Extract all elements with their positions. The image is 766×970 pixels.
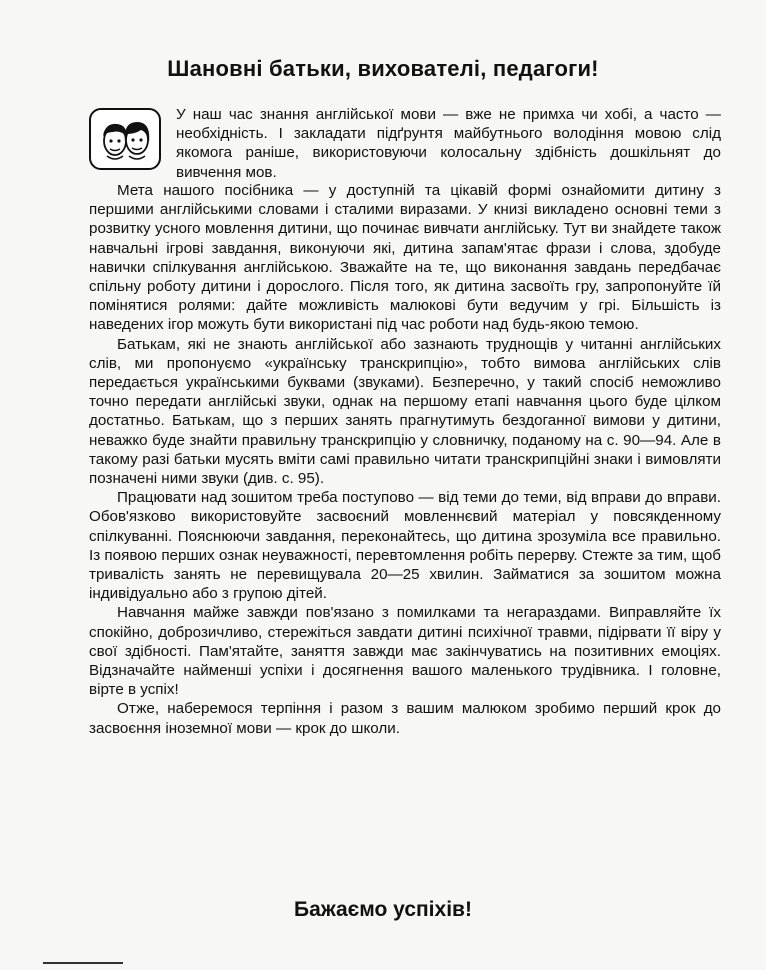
paragraph-method: Працювати над зошитом треба поступово — від теми до теми, від вправи до вправи. Обов'язково використовуйте засвоєний мовленнєвий матеріал у повсякденному спілкуванні. Пояснюючи завдання, переконайтесь, що дитина зрозуміла все правильно. Із появою перших ознак неуважності, перевтомлення робіть перерву. Стежте за тим, щоб тривалість занять не перевищувала 20—25 хвилин. Займатися за зошитом можна індивідуально або з групою дітей. [89, 489, 721, 603]
closing-wish: Бажаємо успіхів! [294, 898, 472, 921]
page-title: Шановні батьки, вихователі, педагоги! [167, 56, 599, 81]
two-faces-icon [89, 108, 161, 170]
intro-paragraph: У наш час знання англійської мови — вже не примха чи хобі, а часто — необхідність. І закладати підґрунтя майбутнього володіння мовою слід якомога раніше, використовуючи колосальну здібність дошкільнят до вивчення мов. [176, 106, 721, 181]
paragraph-conclusion: Отже, наберемося терпіння і разом з вашим малюком зробимо перший крок до засвоєння іноземної мови — крок до школи. [89, 700, 721, 737]
body-text [89, 181, 721, 738]
intro-block [89, 105, 721, 183]
footer-divider [43, 962, 123, 964]
paragraph-goal: Мета нашого посібника — у доступній та цікавій формі ознайомити дитину з першими англійськими словами і сталими виразами. У книзі викладено основні теми з розвитку усного мовлення дитини, що починає вивчати англійську. Тут ви знайдете також навчальні ігрові завдання, виконуючи які, дитина запам'ятає фрази і слова, здобуде навички спілкування англійською. Зважайте на те, що виконання завдань передбачає спільну роботу дитини і дорослого. Після того, як дитина засвоїть гру, запропонуйте їй помінятися ролями: дайте можливість малюкові бути ведучим у грі. Більшість із наведених ігор можуть бути використані під час роботи над будь-якою темою. [89, 182, 721, 334]
paragraph-transcription: Батькам, які не знають англійської або зазнають труднощів у читанні англійських слів, ми пропонуємо «українську транскрипцію», тобто вимова англійських слів передається українськими буквами (звуками). Безперечно, у такий спосіб неможливо точно передати англійські звуки, однак на першому етапі навчання цього буде цілком достатньо. Батькам, що з перших занять прагнутимуть бездоганної вимови у дитини, неважко буде знайти правильну транскрипцію у словничку, поданому на с. 90—94. Але в такому разі батьки мусять вміти самі правильно читати транскрипційні знаки і вимовляти позначені ними звуки (див. с. 95). [89, 335, 721, 488]
paragraph-mistakes: Навчання майже завжди пов'язано з помилками та негараздами. Виправляйте їх спокійно, доброзичливо, стережіться завдати дитині психічної травми, підірвати її віру у свої здібності. Пам'ятайте, заняття завжди має закінчуватись на позитивних емоціях. Відзначайте найменші успіхи і досягнення вашого маленького трудівника. І головне, вірте в успіх! [89, 604, 721, 699]
